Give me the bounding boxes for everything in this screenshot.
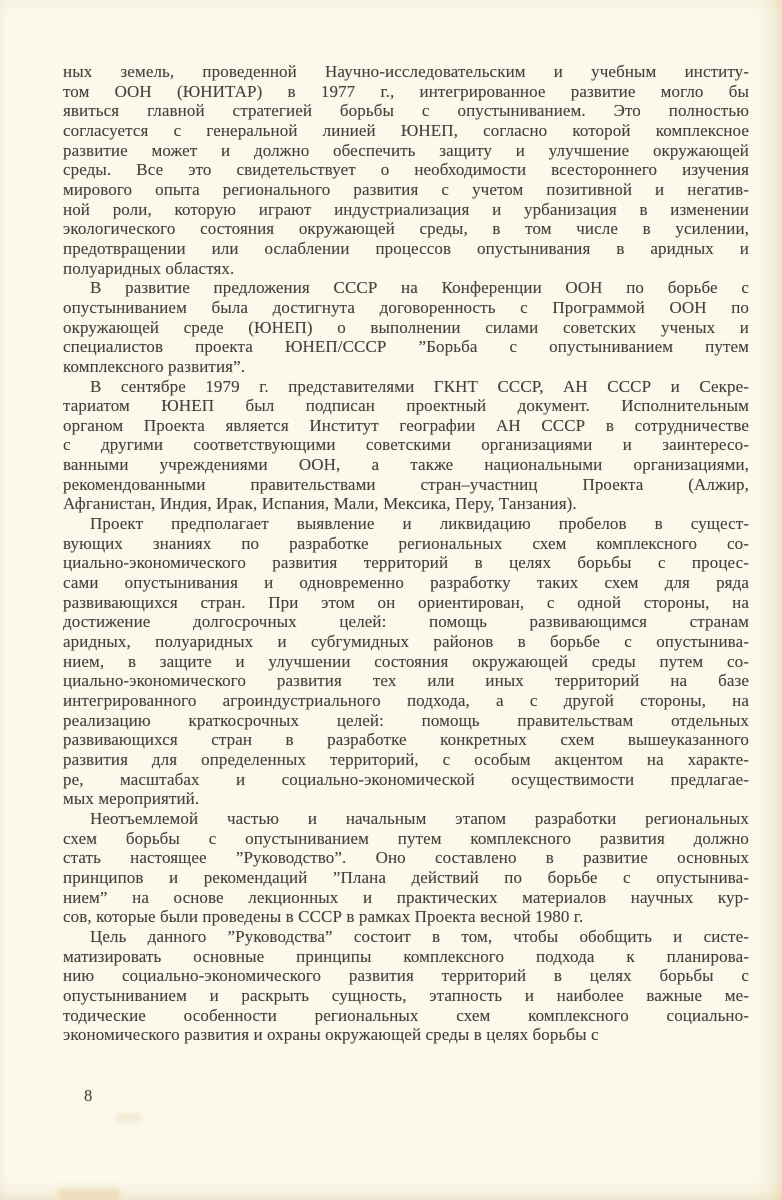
text-line: достижение долгосрочных целей: помощь развивающимся странам: [63, 612, 749, 632]
text-line: опустыниванием была достигнута договоренность с Программой ООН по: [63, 297, 749, 317]
text-line: тариатом ЮНЕП был подписан проектный документ. Исполнительным: [63, 396, 749, 416]
text-line: окружающей среде (ЮНЕП) о выполнении силами советских ученых и: [63, 317, 749, 337]
text-line: принципов и рекомендаций ”Плана действий по борьбе с опустынива-: [63, 867, 749, 887]
text-line: сами опустынивания и одновременно разработку таких схем для ряда: [63, 573, 749, 593]
text-line: с другими соответствующими советскими организациями и заинтересо-: [63, 435, 749, 455]
text-line: интегрированного агроиндустриального подхода, а с другой стороны, на: [63, 691, 749, 710]
text-line: вующих знаниях по разработке региональных схем комплексного со-: [63, 533, 749, 553]
text-line: ре, масштабах и социально-экономической осуществимости предлагае-: [63, 769, 749, 789]
scan-smudge: [58, 1188, 120, 1200]
text-line: Афганистан, Индия, Ирак, Испания, Мали, Мексика, Перу, Танзания).: [63, 494, 577, 514]
text-line: полуаридных областях.: [63, 258, 235, 278]
text-line: рекомендованными правительствами стран–участниц Проекта (Алжир,: [63, 474, 749, 494]
paragraph: [63, 62, 749, 278]
text-line: нию социально-экономического развития территорий в целях борьбы с: [63, 966, 749, 986]
text-line: мирового опыта регионального развития с учетом позитивной и негатив-: [63, 179, 749, 199]
page-text: [63, 62, 749, 1045]
text-line: циально-экономического развития тех или иных территорий на базе: [63, 671, 749, 691]
text-line: среды. Все это свидетельствует о необходимости всестороннего изучения: [63, 160, 749, 180]
paragraph: [63, 377, 749, 515]
text-line: ной роли, которую играют индустриализация и урбанизация в изменении: [63, 199, 749, 219]
text-line: экономического развития и охраны окружающей среды в целях борьбы с: [63, 1025, 599, 1045]
text-line: опустыниванием и раскрыть сущность, этапность и наиболее важные ме-: [63, 985, 749, 1005]
text-line: развитие может и должно обеспечить защиту и улучшение окружающей: [63, 140, 749, 160]
text-line: Неотъемлемой частью и начальным этапом разработки региональных: [90, 808, 749, 828]
text-line: стать настоящее ”Руководство”. Оно составлено в развитие основных: [63, 848, 749, 868]
text-line: ных земель, проведенной Научно-исследовательским и учебным институ-: [63, 62, 749, 81]
text-line: реализацию краткосрочных целей: помощь правительствам отдельных: [63, 710, 749, 730]
text-line: Проект предполагает выявление и ликвидацию пробелов в сущест-: [90, 514, 749, 534]
page-number: 8: [84, 1086, 93, 1105]
text-line: В развитие предложения СССР на Конференции ООН по борьбе с: [90, 278, 749, 298]
text-line: схем борьбы с опустыниванием путем комплексного развития должно: [63, 828, 749, 848]
text-line: согласуется с генеральной линией ЮНЕП, согласно которой комплексное: [63, 120, 749, 140]
text-line: ванными учреждениями ООН, а также национальными организациями,: [63, 455, 749, 475]
text-line: В сентябре 1979 г. представителями ГКНТ СССР, АН СССР и Секре-: [90, 376, 749, 396]
paragraph: [63, 278, 749, 376]
text-line: развивающихся стран в разработке конкретных схем вышеуказанного: [63, 730, 749, 750]
text-line: развития для определенных территорий, с особым акцентом на характе-: [63, 749, 749, 769]
text-line: аридных, полуаридных и субгумидных районов в борьбе с опустынива-: [63, 632, 749, 652]
text-line: специалистов проекта ЮНЕП/СССР ”Борьба с опустыниванием путем: [63, 337, 749, 357]
text-line: развивающихся стран. При этом он ориентирован, с одной стороны, на: [63, 592, 749, 612]
paragraph: [63, 927, 749, 1045]
text-line: явиться главной стратегией борьбы с опустыниванием. Это полностью: [63, 101, 749, 121]
text-line: нием” на основе лекционных и практических материалов научных кур-: [63, 887, 749, 907]
paragraph: [63, 809, 749, 927]
text-line: нием, в защите и улучшении состояния окружающей среды путем со-: [63, 651, 749, 671]
text-line: том ООН (ЮНИТАР) в 1977 г., интегрированное развитие могло бы: [63, 81, 749, 101]
text-line: предотвращении или ослаблении процессов опустынивания в аридных и: [63, 238, 749, 258]
text-line: сов, которые были проведены в СССР в рамках Проекта весной 1980 г.: [63, 907, 584, 927]
text-line: мых мероприятий.: [63, 789, 200, 809]
text-line: тодические особенности региональных схем комплексного социально-: [63, 1005, 749, 1025]
paragraph: [63, 514, 749, 809]
text-line: Цель данного ”Руководства” состоит в том, чтобы обобщить и систе-: [90, 926, 749, 946]
text-line: комплексного развития”.: [63, 356, 246, 376]
text-line: циально-экономического развития территорий в целях борьбы с процес-: [63, 553, 749, 573]
scan-smudge: [116, 1114, 142, 1122]
text-line: экологического состояния окружающей среды, в том числе в усилении,: [63, 219, 749, 239]
text-line: матизировать основные принципы комплексного подхода к планирова-: [63, 946, 749, 966]
text-line: органом Проекта является Институт географии АН СССР в сотрудничестве: [63, 415, 749, 435]
